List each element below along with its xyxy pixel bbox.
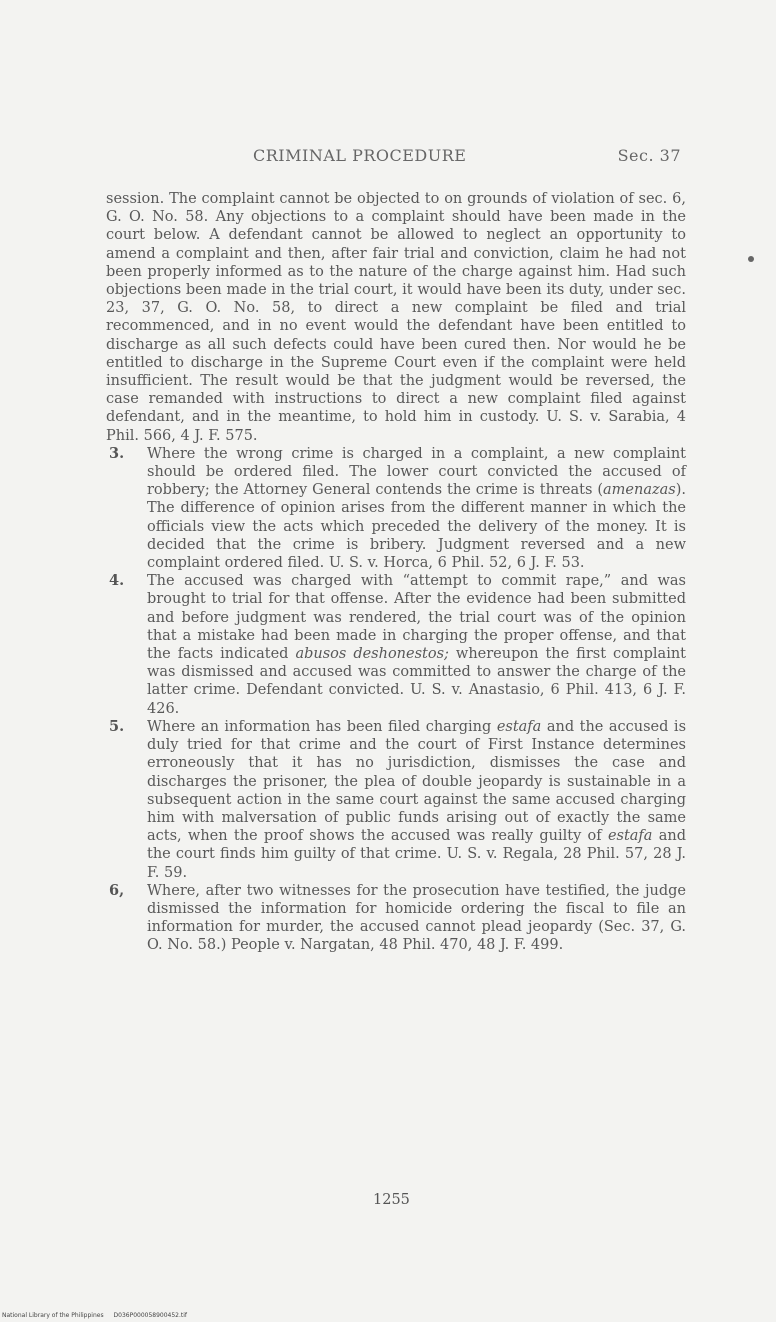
item-text: Where, after two witnesses for the prosecution have testified, the judge dismissed the information for homicide ordering the fiscal to file an information for murder, the accused cannot plead jeopardy (Sec. 37, G. O. No. 58.) People v. Nargatan, 48 Phil. 470, 48 J. F. 499. bbox=[147, 882, 686, 954]
item-text: The accused was charged with “attempt to commit rape,” and was brought to trial for that offense. After the evidence had been submitted and before judgment was rendered, the trial court was of the opinion that a mistake had been made in charging the proper offense, and that the facts indicated abusos deshonestos; whereupon the first complaint was dismissed and accused was committed to answer the charge of the latter crime. Defendant convicted. U. S. v. Anastasio, 6 Phil. 413, 6 J. F. 426. bbox=[147, 573, 686, 717]
running-header bbox=[150, 146, 681, 170]
item-number: 3. bbox=[109, 444, 125, 462]
header-title: CRIMINAL PROCEDURE bbox=[253, 146, 467, 165]
page-body bbox=[106, 190, 686, 955]
continuation-paragraph: session. The complaint cannot be objected to on grounds of violation of sec. 6, G. O. No. 58. Any objections to a complaint should have been made in the court below. A defendant cannot be allowed to neglect an opportunity to amend a complaint and then, after fair trial and conviction, claim he had not been properly informed as to the nature of the charge against him. Had such objections been made in the trial court, it would have been its duty, under sec. 23, 37, G. O. No. 58, to direct a new complaint be filed and trial recommenced, and in no event would the defendant have been entitled to discharge as all such defects could have been cured then. Nor would he be entitled to discharge in the Supreme Court even if the complaint were held insufficient. The result would be that the judgment would be reversed, the case remanded with instructions to direct a new complaint filed against defendant, and in the meantime, to hold him in custody. U. S. v. Sarabia, 4 Phil. 566, 4 J. F. 575. bbox=[106, 191, 686, 444]
item-text: Where the wrong crime is charged in a complaint, a new complaint should be ordered filed. The lower court convicted the accused of robbery; the Attorney General contends the crime is threats (amenazas). The difference of opinion arises from the different manner in which the officials view the acts which preceded the delivery of the money. It is decided that the crime is bribery. Judgment reversed and a new complaint ordered filed. U. S. v. Horca, 6 Phil. 52, 6 J. F. 53. bbox=[147, 445, 686, 572]
scan-footer bbox=[2, 1312, 195, 1319]
header-section: Sec. 37 bbox=[617, 146, 681, 165]
item-text: Where an information has been filed charging estafa and the accused is duly tried for that crime and the court of First Instance determines erroneously that it has no jurisdiction, dismisses the case and discharges the prisoner, the plea of double jeopardy is sustainable in a subsequent action in the same court against the same accused charging him with malversation of public funds arising out of exactly the same acts, when the proof shows the accused was really guilty of estafa and the court finds him guilty of that crime. U. S. v. Regala, 28 Phil. 57, 28 J. F. 59. bbox=[147, 718, 687, 881]
list-item-6 bbox=[109, 881, 686, 955]
item-number: 5. bbox=[109, 717, 125, 735]
item-number: 4. bbox=[109, 572, 125, 590]
item-number: 6, bbox=[109, 881, 125, 899]
list-item-5 bbox=[109, 717, 687, 882]
list-item-3 bbox=[109, 444, 686, 572]
ink-speck bbox=[748, 256, 754, 262]
footer-code: D036P000058900452.tif bbox=[113, 1312, 188, 1319]
footer-library: National Library of the Philippines bbox=[2, 1312, 104, 1319]
list-item-4 bbox=[109, 572, 686, 718]
page-number: 1255 bbox=[373, 1192, 410, 1208]
